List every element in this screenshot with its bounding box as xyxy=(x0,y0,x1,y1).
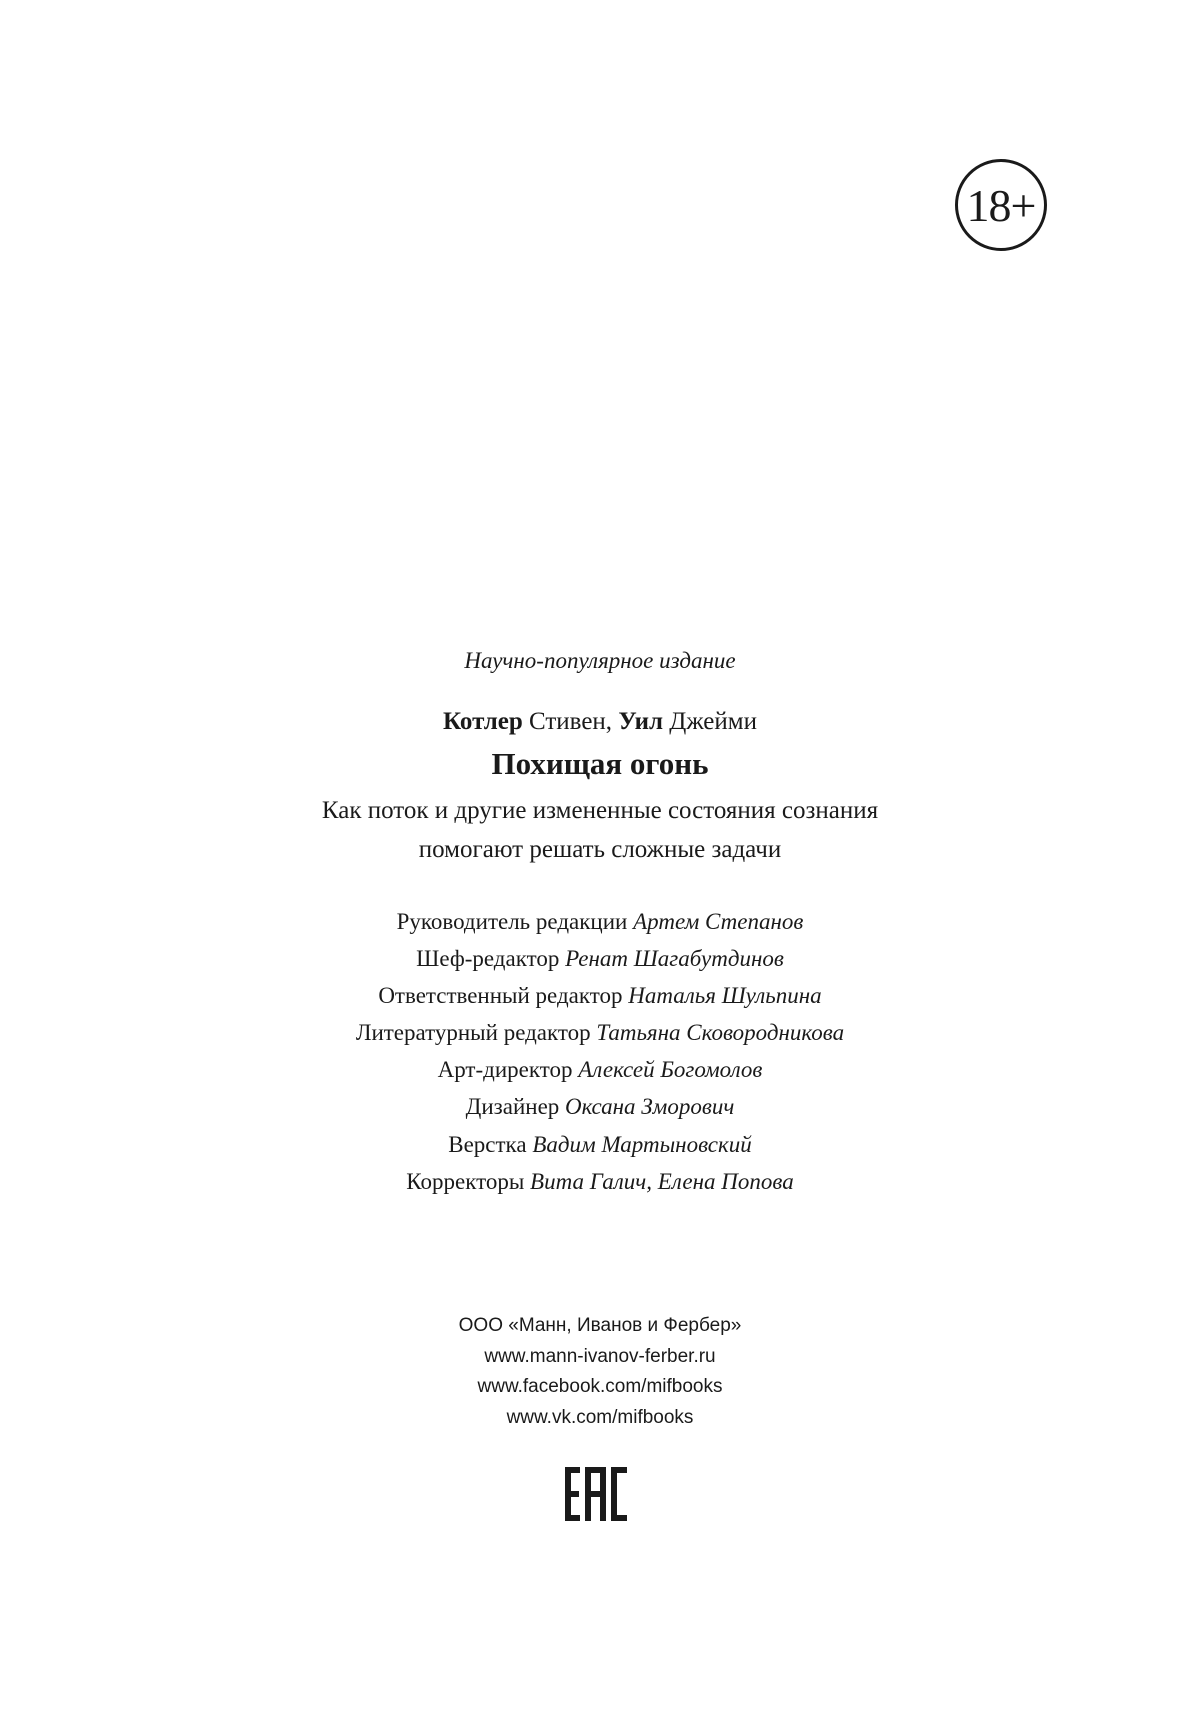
publisher-block xyxy=(0,1311,1200,1433)
credit-role: Корректоры xyxy=(406,1168,525,1194)
genre-label: Научно-популярное издание xyxy=(464,648,736,673)
credit-line xyxy=(0,1088,1200,1125)
publisher-name: ООО «Манн, Иванов и Фербер» xyxy=(458,1315,742,1336)
credit-name: Татьяна Сковородникова xyxy=(596,1020,845,1046)
credit-name: Оксана Зморович xyxy=(565,1094,735,1120)
author1-surname: Котлер xyxy=(443,708,523,735)
eac-mark-icon xyxy=(565,1467,627,1521)
credit-name: Вадим Мартыновский xyxy=(532,1131,752,1157)
subtitle-line-2: помогают решать сложные задачи xyxy=(418,836,782,863)
age-rating-text: 18+ xyxy=(966,179,1036,231)
credit-name: Ренат Шагабутдинов xyxy=(565,946,784,972)
credits-list xyxy=(0,903,1200,1200)
credit-role: Верстка xyxy=(448,1131,527,1157)
credit-line xyxy=(0,1014,1200,1051)
credit-line xyxy=(0,940,1200,977)
credit-name: Алексей Богомолов xyxy=(578,1057,763,1083)
credit-name: Артем Степанов xyxy=(633,909,804,934)
credit-role: Дизайнер xyxy=(465,1094,560,1120)
credit-role: Литературный редактор xyxy=(355,1020,591,1046)
credit-line xyxy=(0,1051,1200,1088)
subtitle-line-1: Как поток и другие измененные состояния сознания xyxy=(321,797,879,824)
book-subtitle xyxy=(0,791,1200,869)
credit-role: Ответственный редактор xyxy=(378,983,623,1009)
credit-role: Арт-директор xyxy=(437,1057,573,1083)
publisher-vk-link[interactable]: www.vk.com/mifbooks xyxy=(506,1406,694,1428)
credit-line xyxy=(0,1163,1200,1200)
book-title: Похищая огонь xyxy=(491,746,709,781)
author1-given: Стивен, xyxy=(529,708,613,735)
authors-line xyxy=(0,708,1200,736)
publisher-site-link[interactable]: www.mann-ivanov-ferber.ru xyxy=(484,1345,716,1367)
credit-name: Вита Галич, Елена Попова xyxy=(530,1168,794,1194)
credit-line xyxy=(0,903,1200,940)
credit-line xyxy=(0,977,1200,1014)
publisher-facebook-link[interactable]: www.facebook.com/mifbooks xyxy=(477,1376,723,1397)
author2-surname: Уил xyxy=(618,708,664,735)
author2-given: Джейми xyxy=(669,708,757,735)
credit-role: Руководитель редакции xyxy=(396,909,628,934)
credit-role: Шеф-редактор xyxy=(416,946,560,972)
age-rating-badge xyxy=(955,159,1047,251)
credit-line xyxy=(0,1126,1200,1163)
credit-name: Наталья Шульпина xyxy=(628,983,822,1009)
